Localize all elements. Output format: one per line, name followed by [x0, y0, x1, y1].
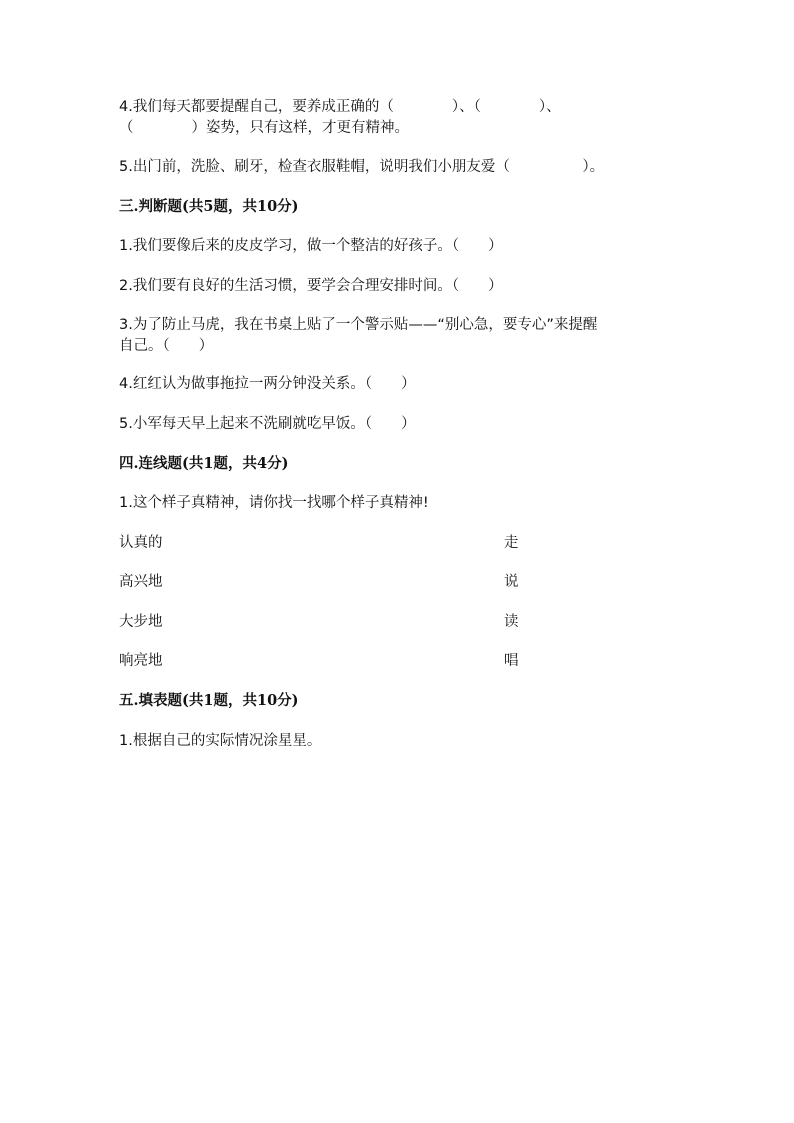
section-heading-matching: 四.连线题(共1题，共4分) — [119, 455, 289, 472]
judgment-question-2: 2.我们要有良好的生活习惯，要学会合理安排时间。（ ） — [119, 278, 503, 294]
matching-left-item: 响亮地 — [119, 653, 163, 669]
section-heading-table-fill: 五.填表题(共1题，共10分) — [119, 692, 299, 709]
matching-left-item: 大步地 — [119, 614, 163, 630]
fill-blank-question-4-line-1: 4.我们每天都要提醒自己，要养成正确的（ ）、（ ）、 — [119, 99, 561, 115]
matching-right-item: 读 — [504, 614, 519, 630]
fill-blank-question-5: 5.出门前，洗脸、刷牙，检查衣服鞋帽，说明我们小朋友爱（ ）。 — [119, 159, 605, 175]
matching-left-item: 高兴地 — [119, 574, 163, 590]
matching-left-item: 认真的 — [119, 535, 163, 551]
table-fill-question-1: 1.根据自己的实际情况涂星星。 — [119, 733, 322, 749]
judgment-question-1: 1.我们要像后来的皮皮学习，做一个整洁的好孩子。（ ） — [119, 238, 503, 254]
matching-right-item: 说 — [504, 574, 519, 590]
judgment-question-3-line-2: 自己。（ ） — [119, 338, 214, 354]
judgment-question-4: 4.红红认为做事拖拉一两分钟没关系。（ ） — [119, 376, 416, 392]
judgment-question-3-line-1: 3.为了防止马虎，我在书桌上贴了一个警示贴——“别心急，要专心”来提醒 — [119, 317, 598, 333]
matching-right-item: 唱 — [504, 653, 519, 669]
judgment-question-5: 5.小军每天早上起来不洗刷就吃早饭。（ ） — [119, 416, 416, 432]
matching-question-1: 1.这个样子真精神，请你找一找哪个样子真精神! — [119, 495, 429, 511]
matching-right-item: 走 — [504, 535, 519, 551]
fill-blank-question-4-line-2: （ ）姿势，只有这样，才更有精神。 — [119, 120, 409, 136]
section-heading-judgment: 三.判断题(共5题，共10分) — [119, 198, 299, 215]
